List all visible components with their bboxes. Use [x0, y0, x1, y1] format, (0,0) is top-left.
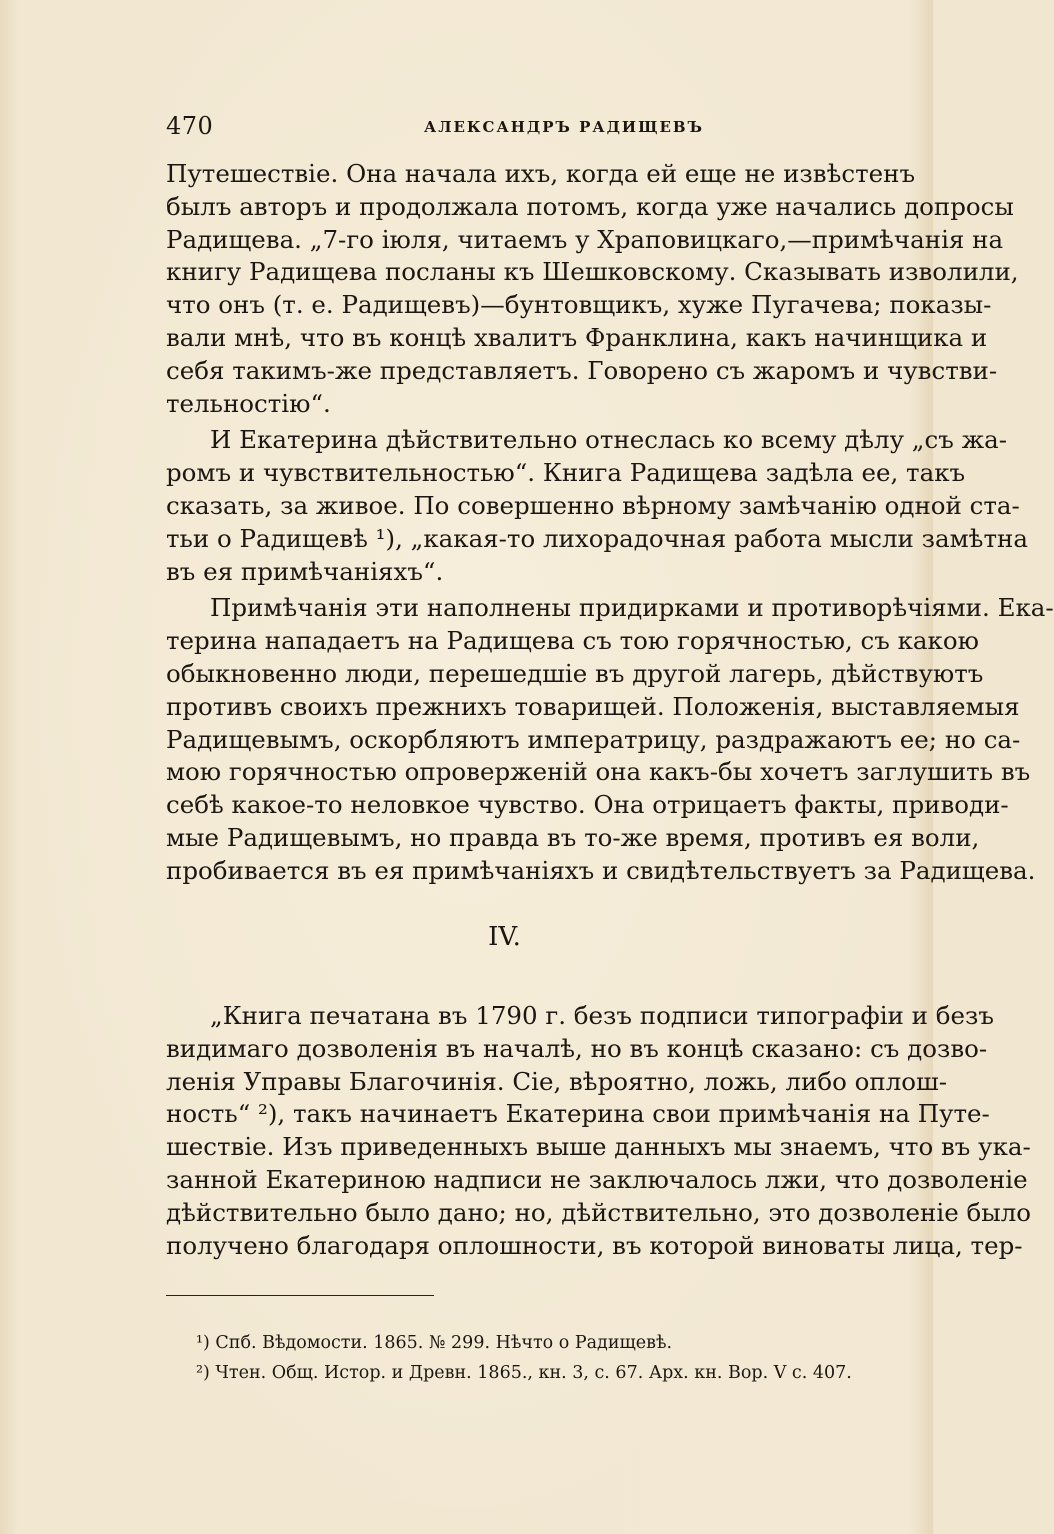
text-line: Примѣчанія эти наполнены придирками и противорѣчіями. Ека- [210, 593, 1054, 623]
text-line: Путешествіе. Она начала ихъ, когда ей еще не извѣстенъ [166, 159, 916, 188]
body-text-top [166, 158, 1054, 888]
text-line: противъ своихъ прежнихъ товарищей. Положенія, выставляемыя [166, 691, 1020, 721]
text-line: ность“ ²), такъ начинаетъ Екатерина свои примѣчанія на Путе- [166, 1099, 990, 1129]
text-line: Радищевымъ, оскорбляютъ императрицу, раздражаютъ ее; но са- [166, 724, 1021, 754]
paragraph [166, 1000, 994, 1033]
paragraph-continuation [166, 1033, 1032, 1263]
section-heading: IV. [488, 922, 521, 952]
paragraph-continuation [166, 457, 1028, 588]
text-line: дѣйствительно было дано; но, дѣйствительно, это дозволеніе было [166, 1197, 1032, 1227]
footnotes [196, 1328, 910, 1388]
page-number: 470 [166, 112, 214, 140]
paragraph-continuation [166, 625, 1036, 887]
text-line: книгу Радищева посланы къ Шешковскому. Сказывать изволили, [166, 257, 1019, 287]
text-line: ленія Управы Благочинія. Сіе, вѣроятно, ложь, либо оплош- [166, 1066, 948, 1096]
text-line: себѣ какое-то неловкое чувство. Она отрицаетъ факты, приводи- [166, 790, 1009, 820]
text-line: ромъ и чувствительностью“. Книга Радищева задѣла ее, такъ [166, 458, 966, 488]
text-line: вали мнѣ, что въ концѣ хвалитъ Франклина, какъ начинщика и [166, 322, 988, 352]
text-line: тьи о Радищевѣ ¹), „какая-то лихорадочная работа мысли замѣтна [166, 523, 1028, 553]
text-line: пробивается въ ея примѣчаніяхъ и свидѣтельствуетъ за Радищева. [166, 855, 1036, 885]
paragraph [166, 592, 1054, 625]
text-line: себя такимъ-же представляетъ. Говорено съ жаромъ и чувстви- [166, 355, 998, 385]
text-line: И Екатерина дѣйствительно отнеслась ко всему дѣлу „съ жа- [210, 425, 1007, 455]
page-header [166, 112, 910, 142]
text-line: „Книга печатана въ 1790 г. безъ подписи типографіи и безъ [210, 1001, 994, 1030]
text-line: Радищева. „7-го іюля, читаемъ у Храповицкаго,—примѣчанія на [166, 224, 1004, 254]
text-line: былъ авторъ и продолжала потомъ, когда уже начались допросы [166, 191, 1014, 221]
footnote-1: ¹) Спб. Вѣдомости. 1865. № 299. Нѣчто о Радищевѣ. [196, 1333, 673, 1353]
running-head: АЛЕКСАНДРЪ РАДИЩЕВЪ [424, 118, 704, 136]
text-line: мою горячностью опроверженій она какъ-бы хочетъ заглушить въ [166, 757, 1031, 787]
text-line: получено благодаря оплошности, въ которой виноваты лица, тер- [166, 1230, 1023, 1260]
paragraph [166, 158, 1019, 420]
text-line: что онъ (т. е. Радищевъ)—бунтовщикъ, хуже Пугачева; показы- [166, 290, 992, 320]
text-line: обыкновенно люди, перешедшіе въ другой лагерь, дѣйствуютъ [166, 658, 984, 688]
text-line: тельностію“. [166, 388, 331, 418]
text-line: сказать, за живое. По совершенно вѣрному замѣчанію одной ста- [166, 490, 1020, 520]
text-line: мые Радищевымъ, но правда въ то-же время, противъ ея воли, [166, 822, 980, 852]
text-line: терина нападаетъ на Радищева съ тою горячностью, съ какою [166, 626, 979, 656]
text-line: занной Екатериною надписи не заключалось лжи, что дозволеніе [166, 1164, 1028, 1194]
footnote-divider [166, 1295, 434, 1296]
body-text-bottom [166, 1000, 1032, 1262]
text-line: шествіе. Изъ приведенныхъ выше данныхъ мы знаемъ, что въ ука- [166, 1132, 1031, 1162]
footnote-2: ²) Чтен. Общ. Истор. и Древн. 1865., кн. 3, с. 67. Арх. кн. Вор. V с. 407. [196, 1363, 852, 1383]
text-line: видимаго дозволенія въ началѣ, но въ концѣ сказано: съ дозво- [166, 1033, 988, 1063]
paragraph [166, 424, 1007, 457]
text-line: въ ея примѣчаніяхъ“. [166, 556, 444, 586]
